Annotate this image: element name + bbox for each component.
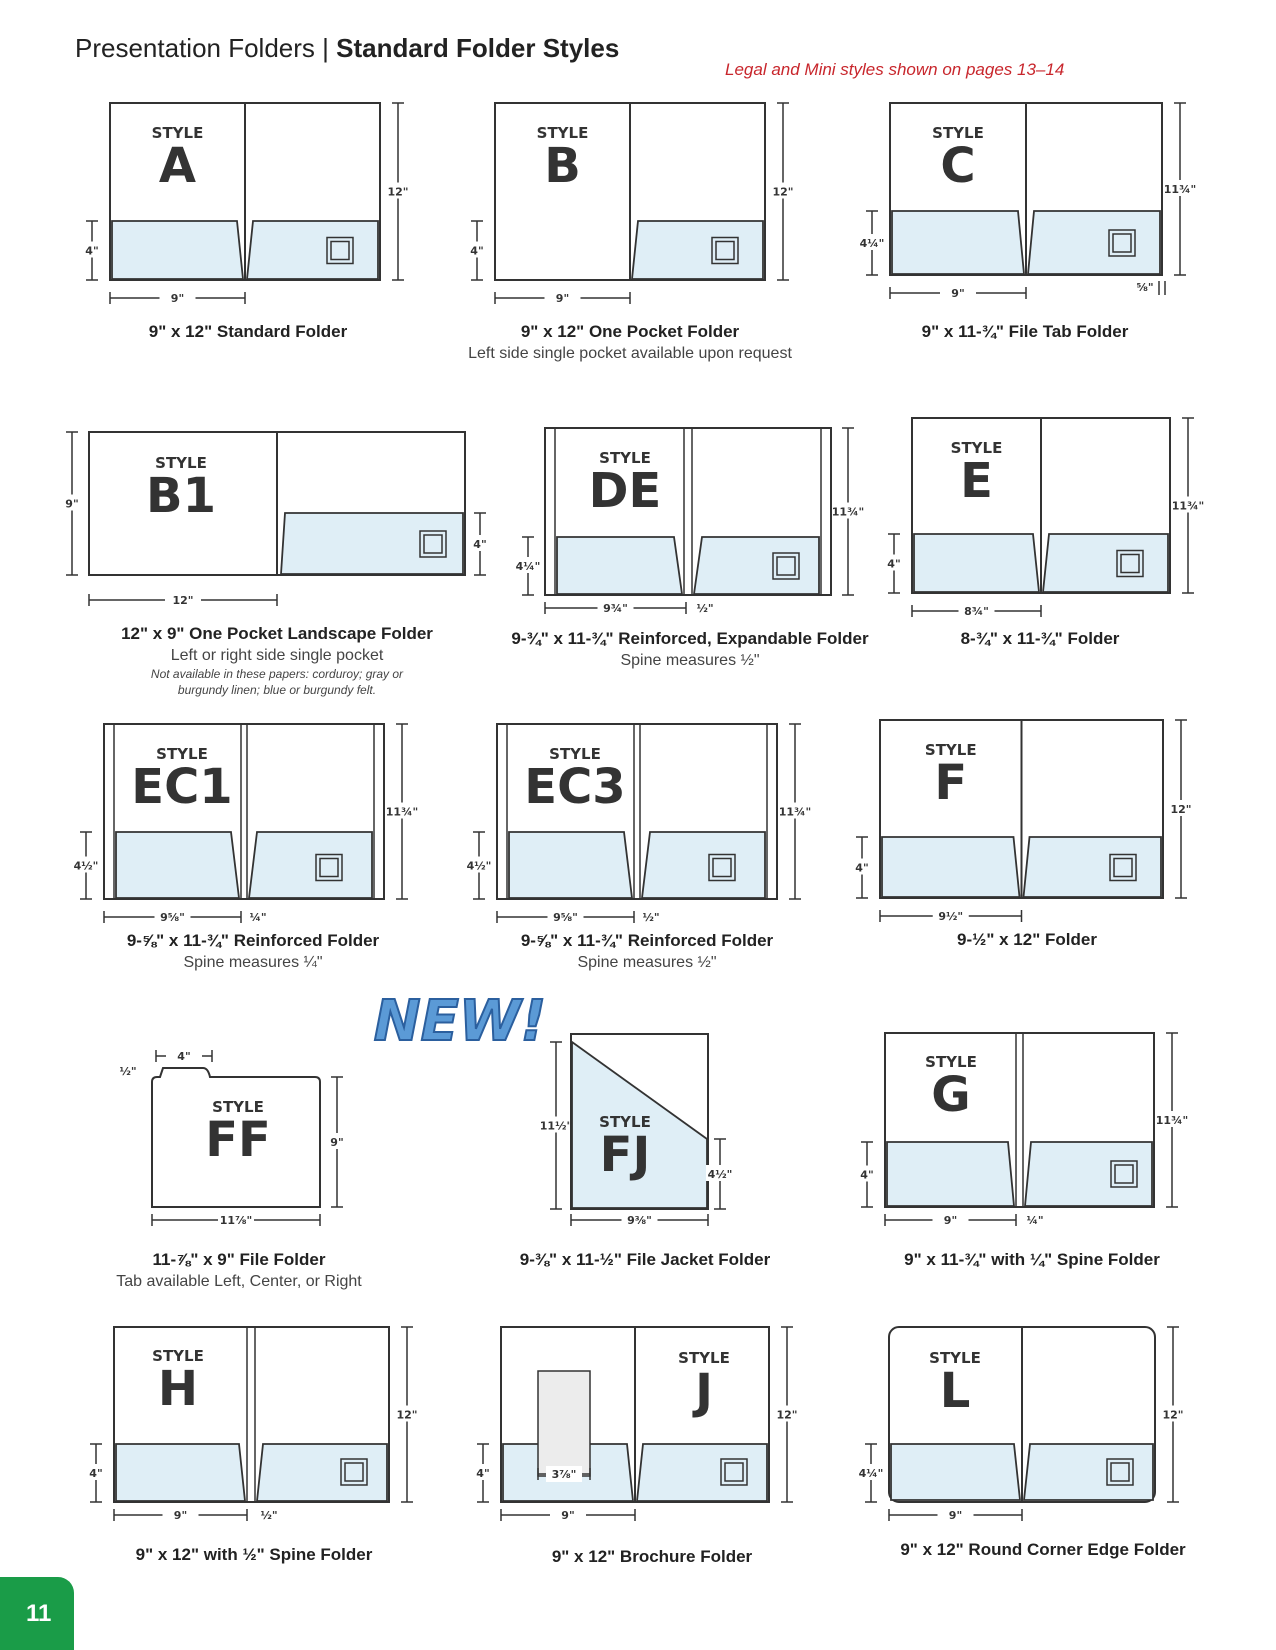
ec3-style-word: STYLE (549, 745, 601, 763)
c-right-pocket (1028, 211, 1160, 274)
caption-title: 9" x 12" Brochure Folder (551, 1547, 753, 1566)
de-dim-pocket-label: 4¼" (515, 560, 541, 573)
de-style-word: STYLE (599, 449, 651, 467)
caption-ff (116, 1250, 361, 1291)
title-bold: Standard Folder Styles (336, 33, 620, 63)
ec3-dim-height-label: 11¾" (778, 805, 812, 819)
de-dim-height-label: 11¾" (831, 505, 865, 519)
b1-style-letter: B1 (146, 468, 216, 525)
a-style-letter: A (158, 138, 197, 195)
c-style-letter: C (940, 138, 976, 195)
ec1-style-word: STYLE (156, 745, 208, 763)
f-style-letter: F (934, 755, 968, 812)
g-dim-spine-label: ¼" (1026, 1214, 1044, 1227)
l-left-pocket (891, 1444, 1020, 1500)
j-style-letter: J (695, 1364, 713, 1420)
new-badge: NEW! (373, 989, 547, 1054)
caption-title: 9-⅝" x 11-¾" Reinforced Folder (520, 931, 774, 950)
h-style-letter: H (157, 1361, 199, 1418)
ec1-dim-width-label: 9⅝" (160, 911, 185, 924)
caption-e (961, 629, 1120, 649)
caption-title: 9" x 11-¾" File Tab Folder (921, 322, 1129, 341)
caption-title: 9-⅜" x 11-½" File Jacket Folder (519, 1250, 771, 1269)
fj-style-word: STYLE (599, 1113, 651, 1131)
c-dim-width-label: 9" (951, 287, 965, 300)
page-note: Legal and Mini styles shown on pages 13–14 (725, 60, 1065, 79)
f-style-word: STYLE (924, 741, 977, 759)
caption-title: 9-⅝" x 11-¾" Reinforced Folder (126, 931, 380, 950)
caption-g (904, 1250, 1160, 1270)
caption-ec1 (127, 931, 379, 972)
title-light: Presentation Folders | (75, 33, 329, 63)
caption-b (468, 322, 792, 363)
l-style-word: STYLE (929, 1349, 981, 1367)
b-dim-height-label: 12" (772, 185, 794, 199)
f-left-pocket (882, 837, 1020, 897)
ec3-left-pocket (509, 832, 632, 898)
ec1-left-pocket (116, 832, 239, 898)
g-left-pocket (887, 1142, 1014, 1206)
h-style-word: STYLE (152, 1347, 204, 1365)
a-right-pocket (247, 221, 378, 279)
caption-title: 12" x 9" One Pocket Landscape Folder (121, 624, 433, 643)
a-style-word: STYLE (151, 124, 204, 142)
e-dim-width-label: 8¾" (964, 605, 989, 618)
j-dim-pocket-label: 4" (476, 1467, 490, 1480)
a-dim-width-label: 9" (170, 292, 185, 305)
g-dim-pocket-label: 4" (860, 1168, 874, 1182)
b-right-pocket (632, 221, 763, 279)
caption-c (922, 322, 1129, 342)
e-left-pocket (914, 534, 1039, 592)
caption-title: 8-¾" x 11-¾" Folder (960, 629, 1120, 648)
de-dim-spine-label: ½" (696, 602, 714, 615)
e-dim-height-label: 11¾" (1171, 499, 1205, 513)
b1-pocket (281, 513, 463, 574)
b1-style-word: STYLE (155, 454, 207, 472)
de-style-letter: DE (588, 463, 662, 520)
ff-style-word: STYLE (212, 1098, 264, 1116)
j-brochure-insert (538, 1371, 590, 1476)
j-dim-width-label: 9" (561, 1509, 575, 1522)
b-dim-pocket-label: 4" (470, 244, 484, 258)
f-dim-pocket-label: 4" (855, 861, 869, 875)
l-style-letter: L (939, 1363, 971, 1420)
ff-dim-width-label: 11⅞" (219, 1214, 253, 1227)
c-dim-pocket-label: 4¼" (859, 237, 885, 250)
fj-dim-width-label: 9⅜" (627, 1214, 652, 1227)
j-dim-height-label: 12" (776, 1408, 798, 1422)
caption-h (136, 1545, 373, 1565)
caption-subtitle: Spine measures ¼" (183, 954, 323, 971)
caption-title: 11-⅞" x 9" File Folder (152, 1250, 326, 1269)
caption-f (957, 930, 1097, 950)
h-dim-pocket-label: 4" (89, 1467, 103, 1480)
f-right-pocket (1024, 837, 1162, 897)
caption-b1 (121, 624, 433, 697)
ec3-dim-width-label: 9⅝" (553, 911, 578, 924)
caption-fineprint: Not available in these papers: corduroy; gray or (150, 667, 404, 681)
b-style-word: STYLE (536, 124, 589, 142)
g-style-letter: G (931, 1067, 971, 1124)
caption-subtitle: Spine measures ½" (577, 954, 717, 971)
caption-title: 9" x 12" with ½" Spine Folder (135, 1545, 373, 1564)
caption-subtitle: Left or right side single pocket (170, 647, 384, 664)
e-dim-pocket-label: 4" (887, 557, 901, 571)
de-right-pocket (694, 537, 819, 594)
j-dim-insert-label: 3⅞" (551, 1468, 577, 1481)
caption-subtitle: Tab available Left, Center, or Right (116, 1273, 362, 1290)
fj-dim-pocket-label: 4½" (707, 1168, 733, 1181)
ec3-dim-pocket-label: 4½" (466, 859, 492, 873)
ec3-style-letter: EC3 (524, 759, 626, 816)
caption-subtitle: Spine measures ½" (620, 652, 760, 669)
de-dim-width-label: 9¾" (603, 602, 628, 615)
h-dim-width-label: 9" (173, 1509, 188, 1522)
ff-dim-tab-label: 4" (177, 1050, 191, 1063)
b1-dim-height-label: 9" (65, 497, 79, 511)
caption-fineprint: burgundy linen; blue or burgundy felt. (177, 683, 377, 697)
caption-j (552, 1547, 752, 1567)
page-number: 11 (26, 1600, 52, 1627)
a-dim-height-label: 12" (387, 185, 409, 199)
caption-title: 9" x 11-¾" with ¼" Spine Folder (904, 1250, 1160, 1269)
fj-style-letter: FJ (599, 1127, 651, 1184)
caption-title: 9" x 12" One Pocket Folder (520, 322, 740, 341)
a-dim-pocket-label: 4" (85, 244, 99, 258)
c-left-pocket (892, 211, 1024, 274)
f-dim-width-label: 9½" (938, 910, 964, 923)
ec1-dim-pocket-label: 4½" (73, 859, 99, 873)
e-right-pocket (1043, 534, 1168, 592)
caption-fj (520, 1250, 770, 1270)
b-style-letter: B (544, 138, 581, 195)
caption-ec3 (521, 931, 773, 972)
g-dim-width-label: 9" (943, 1214, 958, 1227)
caption-title: 9" x 12" Standard Folder (148, 322, 348, 341)
l-dim-height-label: 12" (1162, 1408, 1184, 1422)
b-dim-width-label: 9" (555, 292, 570, 305)
l-dim-width-label: 9" (948, 1509, 963, 1522)
a-left-pocket (112, 221, 243, 279)
c-dim-tab-label: ⅝" (1136, 281, 1154, 294)
caption-a (149, 322, 347, 342)
ec1-style-letter: EC1 (131, 759, 233, 816)
ff-dim-tab-offset: ½" (119, 1065, 137, 1078)
h-dim-spine-label: ½" (260, 1509, 278, 1522)
caption-subtitle: Left side single pocket available upon request (468, 345, 792, 362)
h-left-pocket (116, 1444, 245, 1501)
caption-de (511, 629, 868, 670)
ec1-dim-spine-label: ¼" (249, 911, 267, 924)
b1-dim-pocket-label: 4" (473, 538, 487, 551)
c-style-word: STYLE (932, 124, 984, 142)
caption-l (900, 1540, 1185, 1560)
caption-title: 9-½" x 12" Folder (957, 930, 1097, 949)
page-number-tab (0, 1577, 74, 1650)
j-style-word: STYLE (678, 1349, 730, 1367)
c-dim-height-label: 11¾" (1163, 183, 1197, 196)
l-dim-pocket-label: 4¼" (858, 1467, 884, 1480)
fj-dim-height-label: 11½" (539, 1119, 573, 1133)
ec3-right-pocket (642, 832, 765, 898)
ff-dim-height-label: 9" (330, 1136, 344, 1149)
g-style-word: STYLE (925, 1053, 977, 1071)
caption-title: 9-¾" x 11-¾" Reinforced, Expandable Folder (511, 629, 869, 648)
f-dim-height-label: 12" (1170, 803, 1192, 816)
ec3-dim-spine-label: ½" (642, 911, 660, 924)
h-dim-height-label: 12" (396, 1408, 418, 1422)
ec1-right-pocket (249, 832, 372, 898)
e-style-word: STYLE (950, 439, 1003, 457)
caption-title: 9" x 12" Round Corner Edge Folder (900, 1540, 1186, 1559)
de-left-pocket (557, 537, 682, 594)
ff-style-letter: FF (205, 1112, 271, 1169)
e-style-letter: E (960, 453, 993, 510)
b1-dim-width-label: 12" (172, 594, 194, 607)
ec1-dim-height-label: 11¾" (385, 805, 419, 819)
g-dim-height-label: 11¾" (1155, 1114, 1189, 1127)
